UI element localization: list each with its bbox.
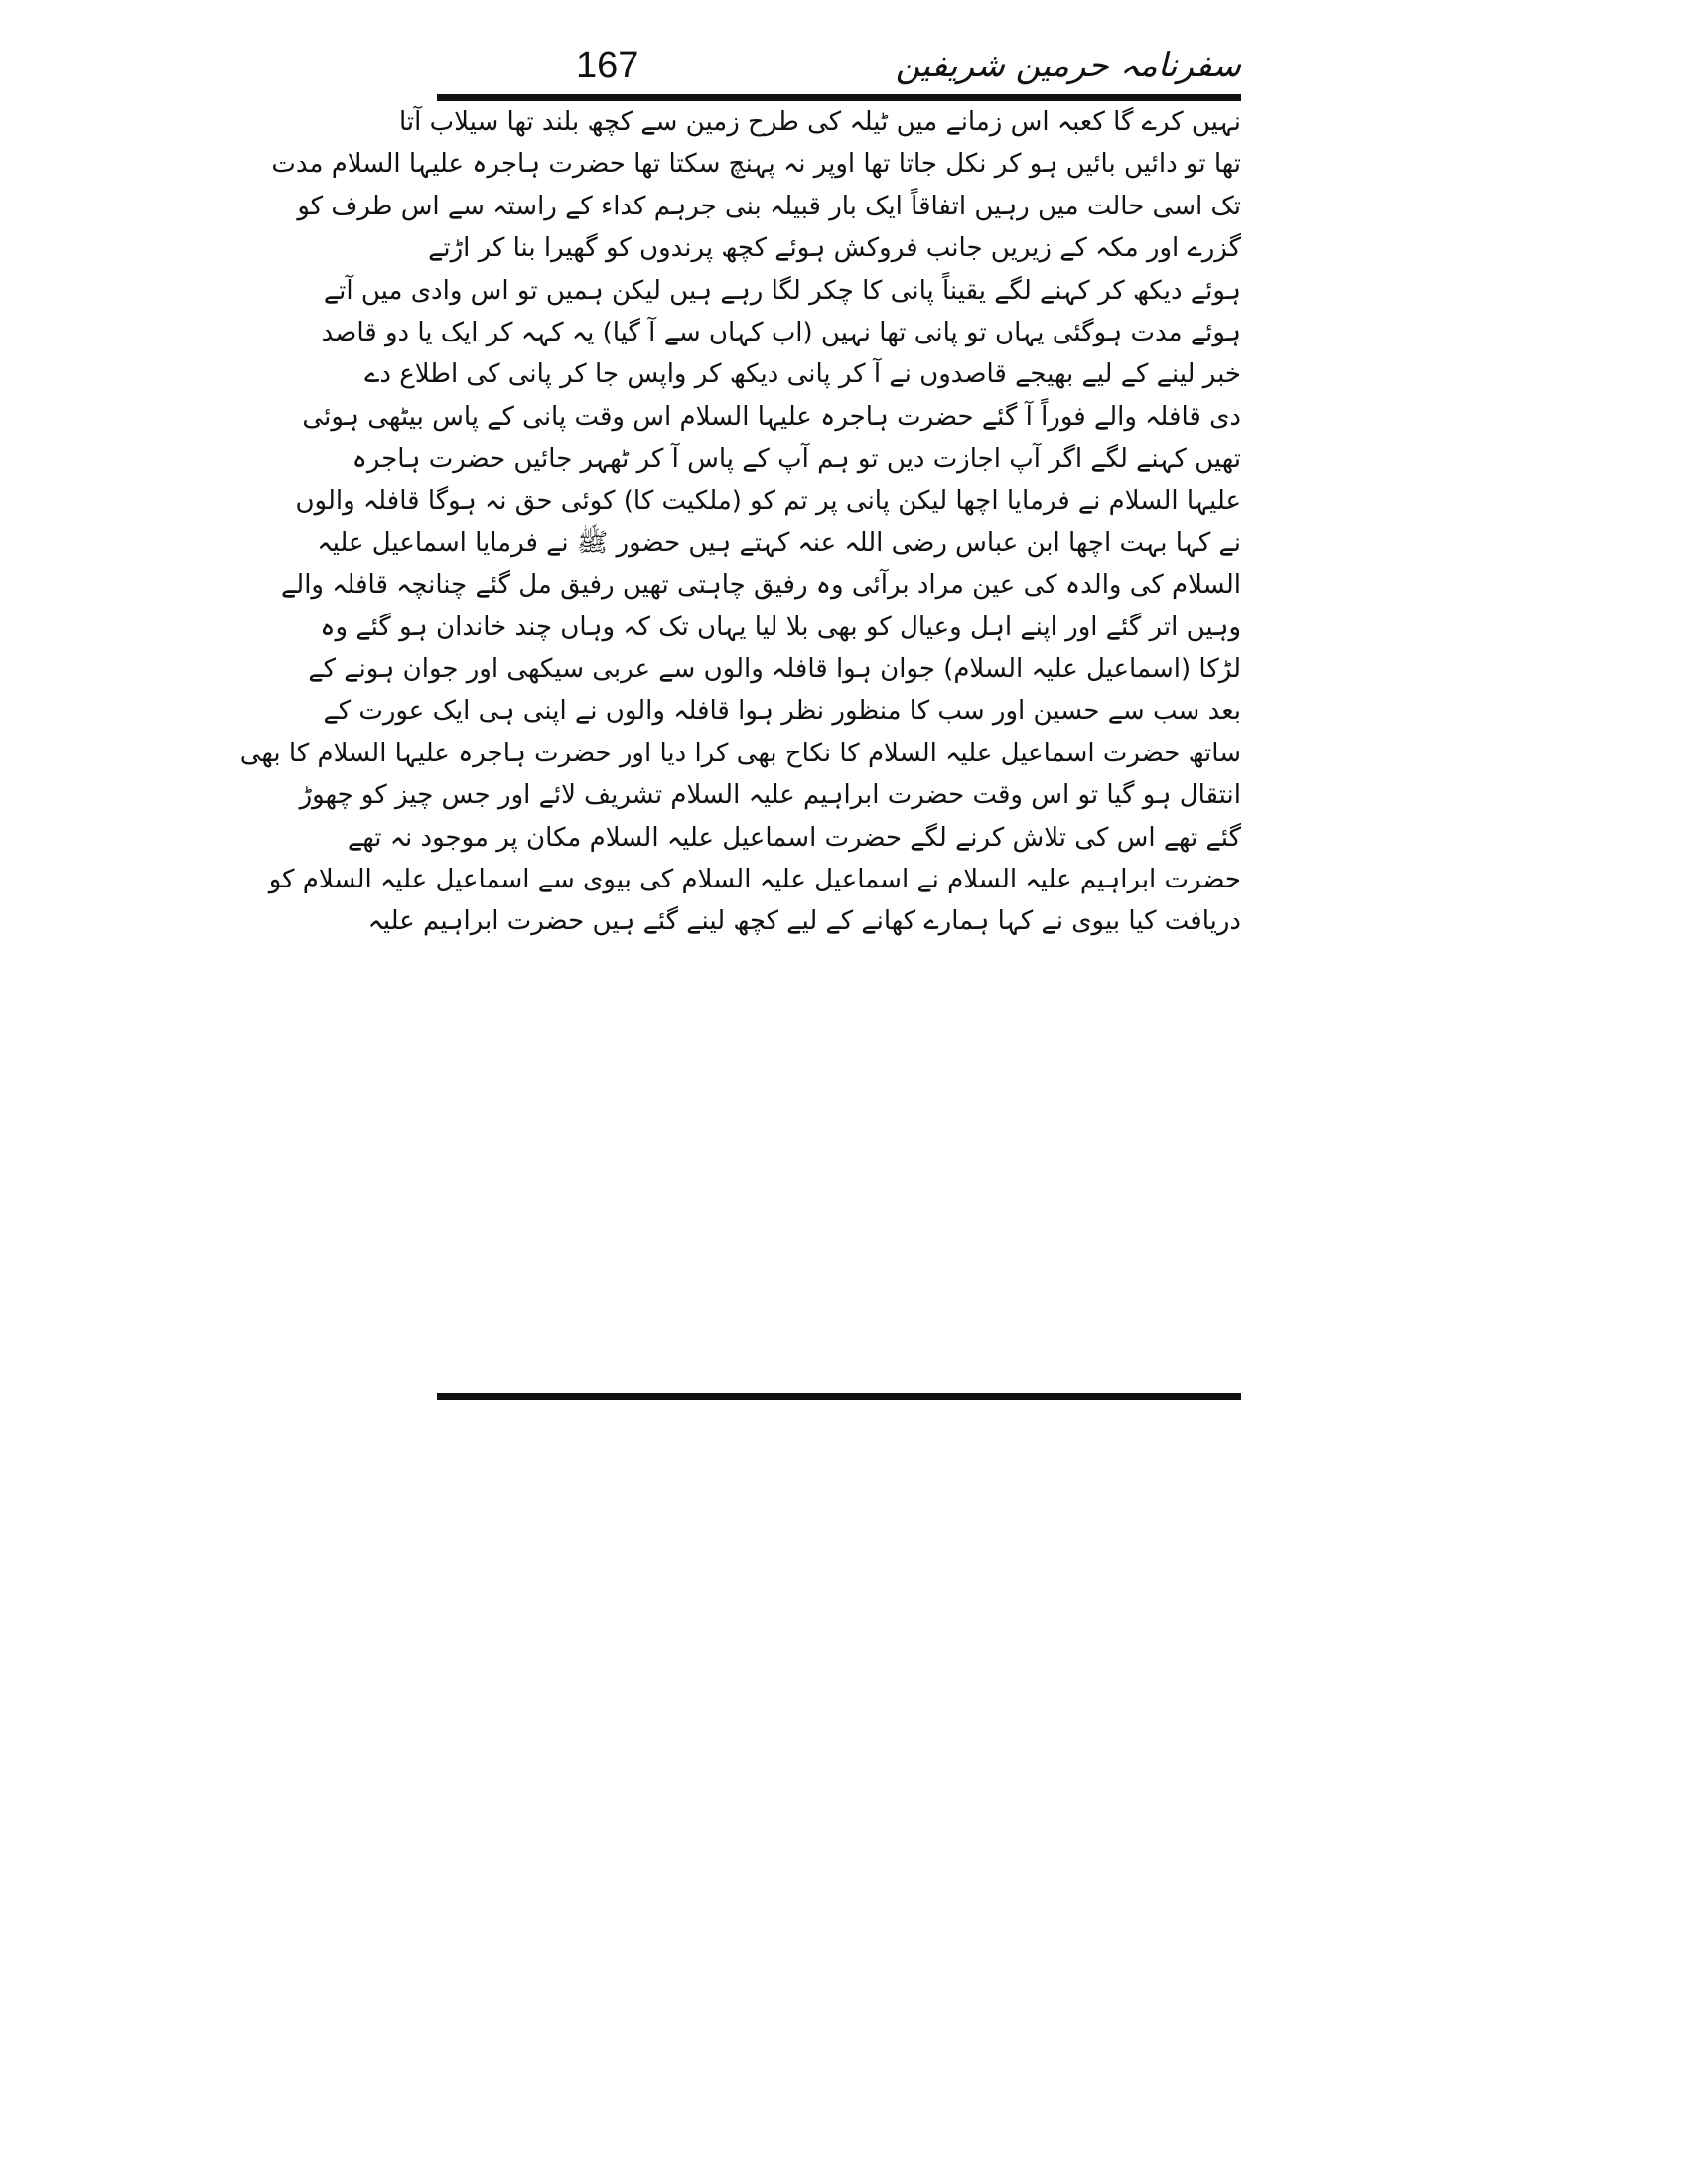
- text-line-9: تھیں کہنے لگے اگر آپ اجازت دیں تو ہم آپ کے پاس آ کر ٹھہر جائیں حضرت ہاجرہ: [352, 444, 1241, 475]
- text-line-2: تھا تو دائیں بائیں ہو کر نکل جاتا تھا اوپر نہ پہنچ سکتا تھا حضرت ہاجرہ علیہا السلام مدت: [271, 149, 1241, 180]
- text-line-20: دریافت کیا بیوی نے کہا ہمارے کھانے کے لیے کچھ لینے گئے ہیں حضرت ابراہیم علیہ: [367, 906, 1241, 937]
- page-header: [437, 38, 1241, 95]
- book-title: سفرنامہ حرمین شریفین: [895, 46, 1241, 85]
- header-rule: [437, 94, 1241, 101]
- text-line-5: ہوئے دیکھ کر کہنے لگے یقیناً پانی کا چکر لگا رہے ہیں لیکن ہمیں تو اس وادی میں آتے: [323, 275, 1241, 306]
- text-line-1: نہیں کرے گا کعبہ اس زمانے میں ٹیلہ کی طرح زمین سے کچھ بلند تھا سیلاب آتا: [398, 107, 1241, 137]
- body-text: [239, 101, 1241, 1382]
- text-line-10: علیہا السلام نے فرمایا اچھا لیکن پانی پر تم کو (ملکیت کا) کوئی حق نہ ہوگا قافلہ والوں: [295, 485, 1241, 516]
- footer-rule: [437, 1393, 1241, 1400]
- text-line-6: ہوئے مدت ہوگئی یہاں تو پانی تھا نہیں (اب کہاں سے آ گیا) یہ کہہ کر ایک یا دو قاصد: [321, 317, 1241, 347]
- text-line-14: لڑکا (اسماعیل علیہ السلام) جوان ہوا قافلہ والوں سے عربی سیکھی اور جوان ہونے کے: [308, 654, 1241, 685]
- text-line-17: انتقال ہو گیا تو اس وقت حضرت ابراہیم علیہ السلام تشریف لائے اور جس چیز کو چھوڑ: [299, 780, 1241, 811]
- text-line-4: گزرے اور مکہ کے زیریں جانب فروکش ہوئے کچھ پرندوں کو گھیرا بنا کر اڑتے: [428, 233, 1241, 264]
- text-line-13: وہیں اتر گئے اور اپنے اہل وعیال کو بھی بلا لیا یہاں تک کہ وہاں چند خاندان ہو گئے وہ: [320, 612, 1241, 642]
- text-line-8: دی قافلہ والے فوراً آ گئے حضرت ہاجرہ علیہا السلام اس وقت پانی کے پاس بیٹھی ہوئی: [302, 401, 1241, 432]
- text-line-12: السلام کی والدہ کی عین مراد برآئی وہ رفیق چاہتی تھیں رفیق مل گئے چنانچہ قافلہ والے: [281, 570, 1241, 601]
- text-line-16: ساتھ حضرت اسماعیل علیہ السلام کا نکاح بھی کرا دیا اور حضرت ہاجرہ علیہا السلام کا بھی: [239, 738, 1241, 768]
- text-line-19: حضرت ابراہیم علیہ السلام نے اسماعیل علیہ السلام کی بیوی سے اسماعیل علیہ السلام کو: [268, 865, 1241, 895]
- text-line-7: خبر لینے کے لیے بھیجے قاصدوں نے آ کر پانی دیکھ کر واپس جا کر پانی کی اطلاع دے: [364, 359, 1241, 390]
- text-line-3: تک اسی حالت میں رہیں اتفاقاً ایک بار قبیلہ بنی جرہم کداء کے راستہ سے اس طرف کو: [297, 191, 1241, 221]
- text-line-18: گئے تھے اس کی تلاش کرنے لگے حضرت اسماعیل علیہ السلام مکان پر موجود نہ تھے: [348, 822, 1241, 853]
- text-line-15: بعد سب سے حسین اور سب کا منظور نظر ہوا قافلہ والوں نے اپنی ہی ایک عورت کے: [323, 696, 1241, 727]
- page-number: 167: [576, 45, 639, 86]
- text-line-11: نے کہا بہت اچھا ابن عباس رضی اللہ عنہ کہتے ہیں حضور ﷺ نے فرمایا اسماعیل علیہ: [317, 527, 1241, 558]
